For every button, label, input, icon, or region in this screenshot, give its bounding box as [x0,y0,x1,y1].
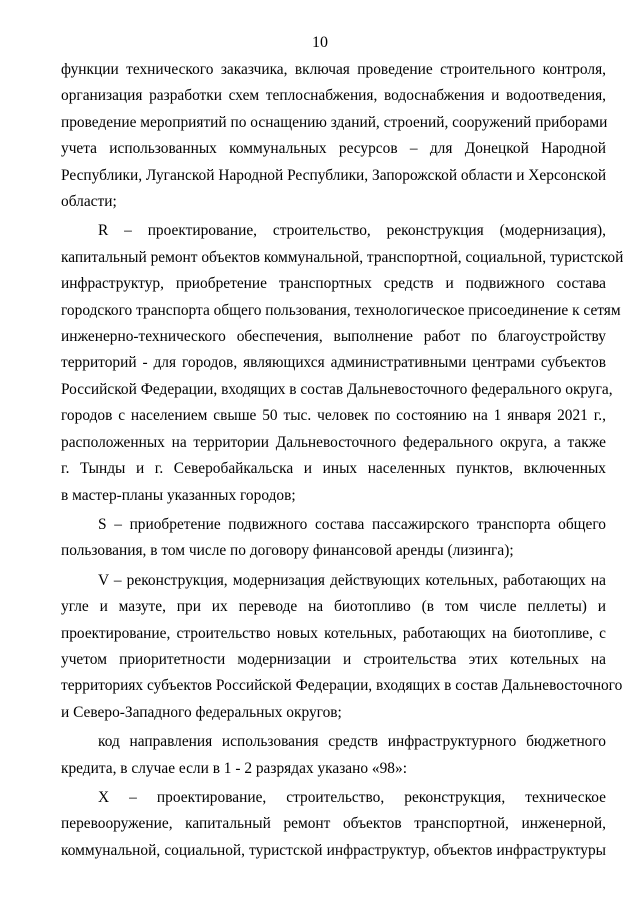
text-line: R – проектирование, строительство, реконструкция (модернизация), [98,222,606,240]
text-line: и Северо-Западного федеральных округов; [61,703,342,721]
paragraph-direction-code [61,729,606,782]
page-number: 10 [312,34,328,51]
text-line: Республики, Луганской Народной Республики, Запорожской области и Херсонской [61,166,607,184]
text-line: Российской Федерации, входящих в состав Дальневосточного федерального округа, [61,380,613,398]
text-line: расположенных на территории Дальневосточного федерального округа, а также [61,433,606,451]
text-line: организация разработки схем теплоснабжения, водоснабжения и водоотведения, [61,87,606,105]
text-line: в мастер-планы указанных городов; [61,486,296,504]
text-line: учетом приоритетности модернизации и строительства этих котельных на [61,650,606,668]
text-line: учета использованных коммунальных ресурсов – для Донецкой Народной [61,140,606,158]
text-line: территорий - для городов, являющихся административными центрами субъектов [61,354,606,372]
text-line: код направления использования средств инфраструктурного бюджетного [98,733,606,751]
text-line: коммунальной, социальной, туристской инфраструктур, объектов инфраструктуры [61,841,606,859]
text-line: кредита, в случае если в 1 - 2 разрядах указано «98»: [61,759,407,777]
text-line: городского транспорта общего пользования, технологическое присоединение к сетям [61,301,621,319]
document-body [61,57,624,864]
text-line: инфраструктур, приобретение транспортных средств и подвижного состава [61,275,606,293]
paragraph-code-r [61,218,624,508]
paragraph-code-s [61,512,606,565]
text-line: X – проектирование, строительство, реконструкция, техническое [98,788,606,806]
text-line: городов с населением свыше 50 тыс. человек по состоянию на 1 января 2021 г., [61,407,606,425]
text-line: области; [61,193,117,211]
text-line: перевооружение, капитальный ремонт объектов транспортной, инженерной, [61,815,606,833]
text-line: инженерно-технического обеспечения, выполнение работ по благоустройству [61,328,606,346]
text-line: территориях субъектов Российской Федерации, входящих в состав Дальневосточного [61,677,623,695]
text-line: пользования, в том числе по договору финансовой аренды (лизинга); [61,542,514,560]
text-line: S – приобретение подвижного состава пассажирского транспорта общего [98,515,606,533]
paragraph-code-x [61,785,606,864]
text-line: капитальный ремонт объектов коммунальной, транспортной, социальной, туристской [61,248,624,266]
text-line: угле и мазуте, при их переводе на биотопливо (в том числе пеллеты) и [61,598,606,616]
paragraph-code-v [61,568,623,726]
text-line: проведение мероприятий по оснащению зданий, строений, сооружений приборами [61,113,608,131]
text-line: функции технического заказчика, включая проведение строительного контроля, [61,61,606,78]
text-line: г. Тынды и г. Северобайкальска и иных населенных пунктов, включенных [61,460,606,478]
text-line: V – реконструкция, модернизация действующих котельных, работающих на [98,571,606,589]
paragraph-customer-functions [61,57,606,215]
text-line: проектирование, строительство новых котельных, работающих на биотопливе, с [61,624,606,642]
